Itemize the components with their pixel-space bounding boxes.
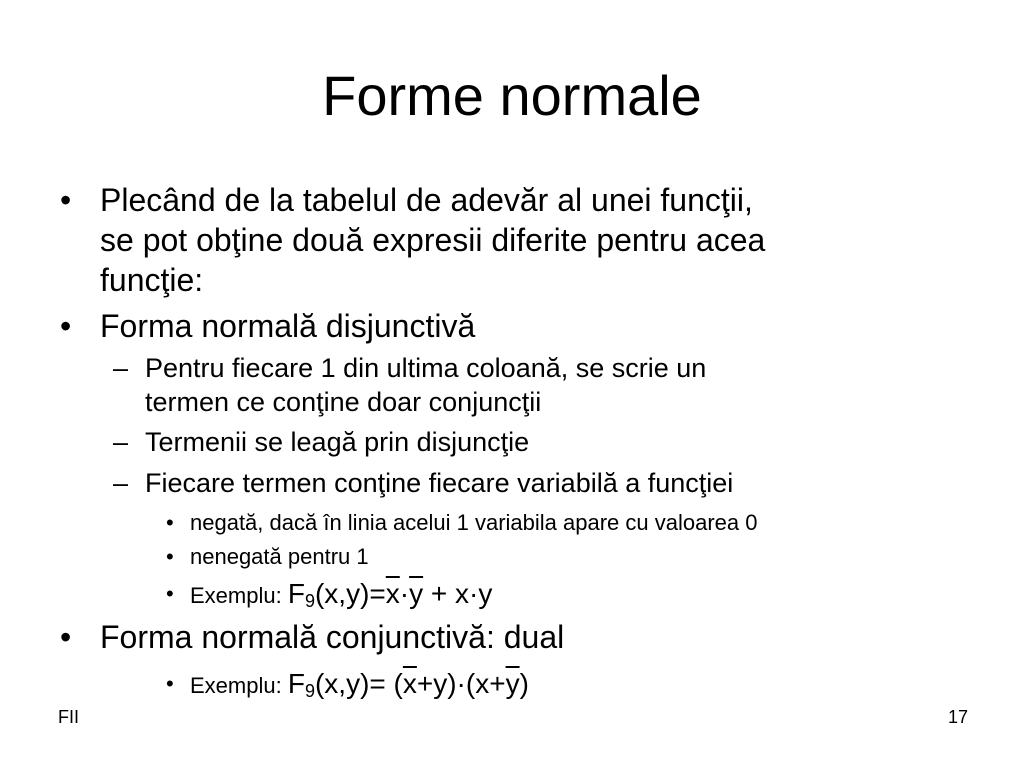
formula-plus: + [423,578,456,609]
dash-marker: – [113,468,129,498]
bullet-cnf [60,618,565,656]
bullet-text: se pot obţine două expresii diferite pentru acea [100,222,766,258]
example-label: Exemplu: [190,673,282,698]
bullet-marker: • [60,308,72,344]
formula-args: (x,y) [314,578,370,609]
bullet-marker: • [166,581,174,606]
sub-sub-bullet-text: negată, dacă în linia acelui 1 variabila apare cu valoarea 0 [190,510,758,535]
sub-bullet-text: termen ce conţine doar conjuncţii [145,387,542,417]
slide-title: Forme normale [322,64,702,127]
bullet-intro-line-3 [100,261,203,299]
bullet-dnf [60,307,476,345]
sub-bullet-text: Pentru fiecare 1 din ultima coloană, se scrie un [145,353,707,383]
negated-x: $\overline{x}$ [402,668,417,699]
sub-sub-bullet-non-negated [166,543,369,571]
bullet-intro-line-1 [60,181,753,219]
bullet-text: Plecând de la tabelul de adevăr al unei funcţii, [100,182,753,218]
sub-bullet-text: Fiecare termen conţine fiecare variabilă a funcţiei [145,468,734,498]
sub-sub-bullet-example-dnf [166,578,493,611]
footer-label: FII [58,707,79,727]
bullet-intro-line-2 [100,221,765,259]
dnf-formula [288,578,493,609]
dash-marker: – [113,353,129,383]
function-name: F [287,668,305,699]
sub-bullet-each-variable [113,467,734,500]
example-label: Exemplu: [190,583,282,608]
formula-middle: +y)·(x+ [416,668,506,699]
negated-x: $\overline{x}$ [385,578,400,609]
function-index: 9 [304,681,315,701]
sub-bullet-each-one-line-2 [145,386,541,419]
formula-tail: x·y [455,578,493,609]
bullet-marker: • [60,619,72,655]
sub-bullet-each-one-line-1 [113,352,707,385]
bullet-marker: • [166,510,174,535]
sub-sub-bullet-negated [166,509,758,537]
sub-sub-bullet-example-cnf [166,668,529,701]
formula-args: (x,y) [314,668,370,699]
negated-y: $\overline{y}$ [409,578,424,609]
bullet-text: Forma normală conjunctivă: dual [100,619,565,655]
formula-dot: · [399,578,410,609]
formula-open: ( [393,668,403,699]
formula-eq: = [369,668,394,699]
bullet-text: Forma normală disjunctivă [100,308,476,344]
negated-y: $\overline{y}$ [505,668,520,699]
cnf-formula [288,668,529,699]
bullet-marker: • [60,182,72,218]
formula-eq: = [369,578,386,609]
sub-bullet-text: Termenii se leagă prin disjuncţie [145,427,530,457]
slide-number: 17 [947,707,968,727]
bullet-marker: • [166,544,174,569]
bullet-marker: • [166,671,174,696]
function-name: F [287,578,305,609]
function-index: 9 [304,591,315,611]
dash-marker: – [113,427,129,457]
sub-sub-bullet-text: nenegată pentru 1 [190,544,369,569]
sub-bullet-disjunction [113,426,530,459]
formula-close: ) [519,668,529,699]
bullet-text: funcţie: [100,262,204,298]
